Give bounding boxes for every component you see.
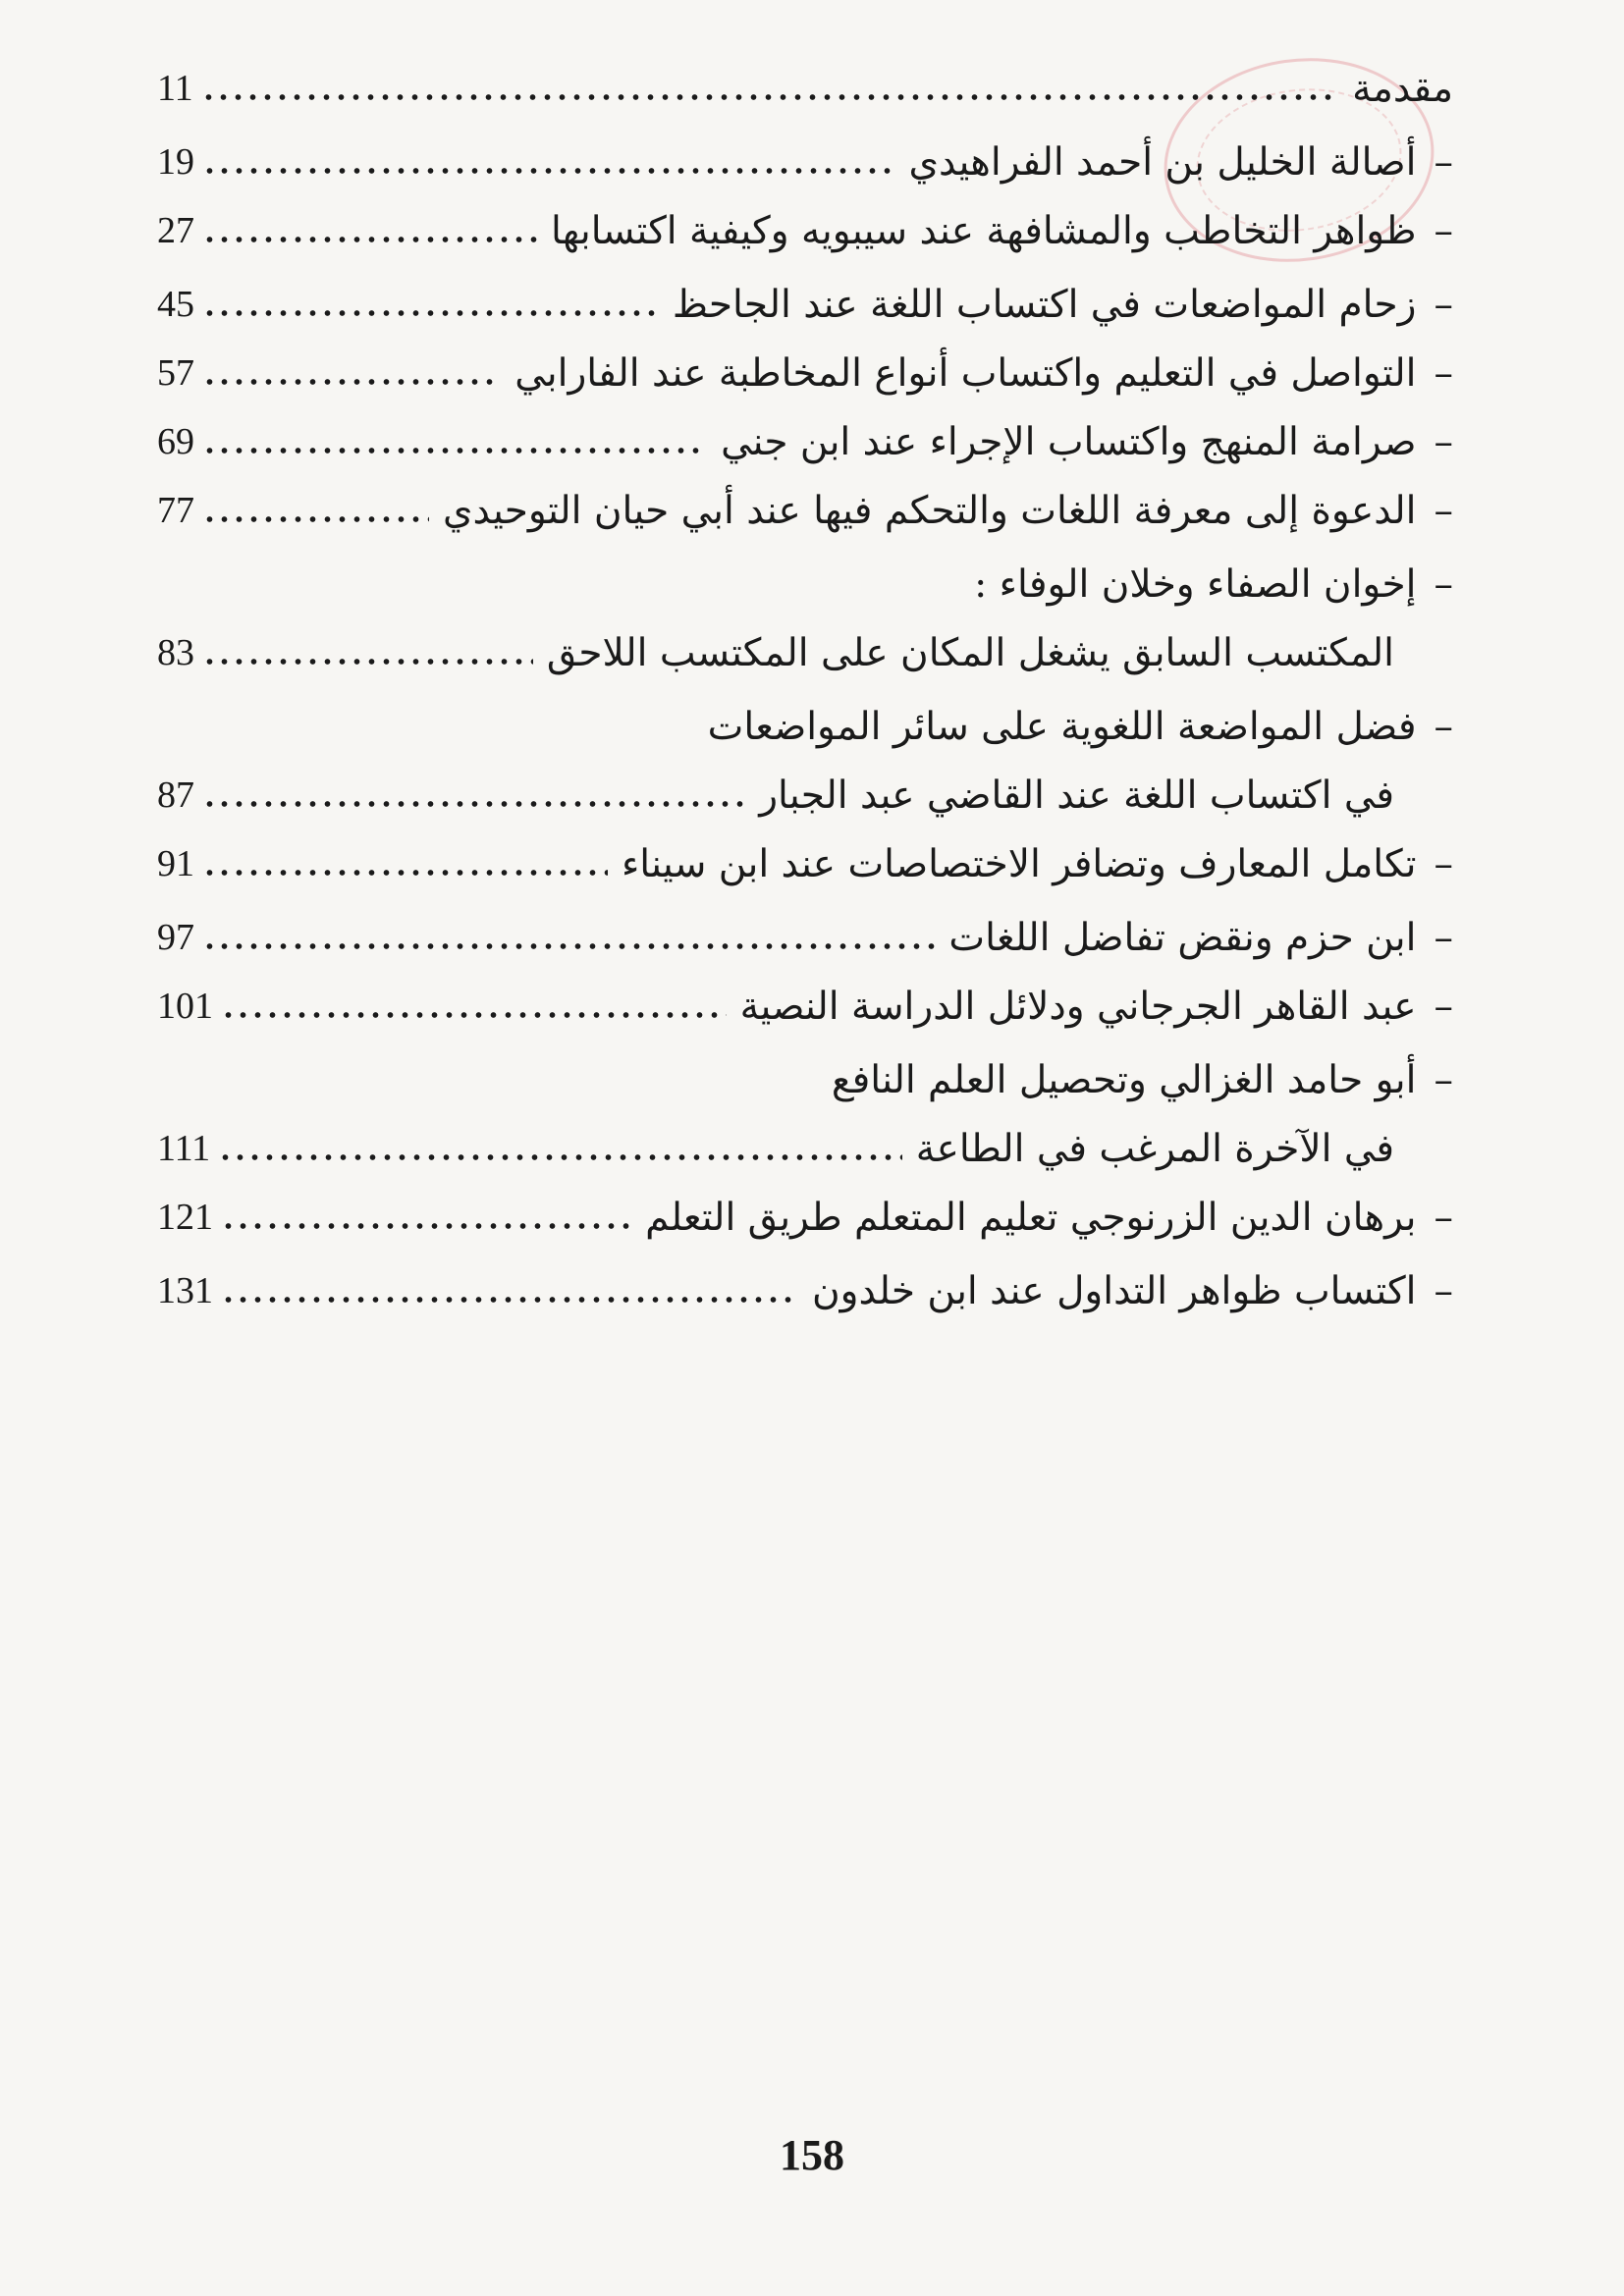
entry-title: إخوان الصفاء وخلان الوفاء : xyxy=(974,561,1417,607)
dot-leader xyxy=(202,167,895,175)
entry-page-number: 45 xyxy=(157,284,194,325)
entry-dash: – xyxy=(1434,1268,1453,1313)
entry-dash: – xyxy=(1434,1195,1453,1240)
entry-title: في الآخرة المرغب في الطاعة xyxy=(915,1126,1394,1171)
entry-title: تكامل المعارف وتضافر الاختصاصات عند ابن سيناء xyxy=(621,841,1417,886)
toc-entry xyxy=(157,123,1453,201)
entry-title: ظواهر التخاطب والمشافهة عند سيبويه وكيفية اكتسابها xyxy=(551,208,1417,253)
dot-leader xyxy=(221,1011,727,1019)
entry-title: التواصل في التعليم واكتساب أنواع المخاطبة عند الفارابي xyxy=(514,350,1417,396)
toc-entry xyxy=(157,1252,1453,1330)
toc-entry xyxy=(157,756,1453,834)
dot-leader xyxy=(221,1296,798,1304)
entry-page-number: 97 xyxy=(157,917,194,958)
dot-leader xyxy=(201,93,1339,101)
entry-page-number: 121 xyxy=(157,1197,213,1238)
entry-title: صرامة المنهج واكتساب الإجراء عند ابن جني xyxy=(721,419,1417,464)
entry-dash: – xyxy=(1434,282,1453,327)
entry-title: ابن حزم ونقض تفاضل اللغات xyxy=(948,915,1417,960)
toc-entry xyxy=(157,1109,1453,1188)
toc-entry xyxy=(157,1178,1453,1256)
toc-entry xyxy=(157,545,1453,623)
toc-entry xyxy=(157,49,1453,128)
entry-dash: – xyxy=(1434,488,1453,533)
entry-dash: – xyxy=(1434,208,1453,253)
entry-dash: – xyxy=(1434,139,1453,185)
toc-entry xyxy=(157,334,1453,412)
dot-leader xyxy=(202,869,608,877)
entry-dash: – xyxy=(1434,841,1453,886)
dot-leader xyxy=(202,658,533,666)
entry-page-number: 19 xyxy=(157,141,194,183)
toc-entry xyxy=(157,471,1453,550)
toc-entry xyxy=(157,1041,1453,1119)
dot-leader xyxy=(202,515,429,523)
entry-title: عبد القاهر الجرجاني ودلائل الدراسة النصية xyxy=(739,984,1417,1029)
toc-entry xyxy=(157,265,1453,344)
entry-title: زحام المواضعات في اكتساب اللغة عند الجاحظ xyxy=(672,282,1417,327)
entry-title: أصالة الخليل بن أحمد الفراهيدي xyxy=(908,139,1417,185)
entry-page-number: 27 xyxy=(157,210,194,251)
toc-entry xyxy=(157,967,1453,1045)
entry-title: مقدمة xyxy=(1352,66,1453,111)
entry-dash: – xyxy=(1434,1057,1453,1102)
dot-leader xyxy=(218,1153,902,1161)
dot-leader xyxy=(202,236,537,243)
toc-entry xyxy=(157,898,1453,977)
page-number: 158 xyxy=(780,2131,844,2179)
entry-page-number: 83 xyxy=(157,632,194,673)
toc-entry xyxy=(157,191,1453,270)
entry-page-number: 91 xyxy=(157,843,194,884)
entry-dash: – xyxy=(1434,915,1453,960)
entry-dash: – xyxy=(1434,561,1453,607)
toc-entry xyxy=(157,614,1453,692)
entry-title: اكتساب ظواهر التداول عند ابن خلدون xyxy=(812,1268,1417,1313)
toc-entry xyxy=(157,687,1453,766)
entry-title: فضل المواضعة اللغوية على سائر المواضعات xyxy=(707,704,1417,749)
toc-entry xyxy=(157,402,1453,481)
dot-leader xyxy=(202,800,745,808)
entry-dash: – xyxy=(1434,350,1453,396)
entry-page-number: 87 xyxy=(157,774,194,816)
entry-page-number: 131 xyxy=(157,1270,213,1311)
dot-leader xyxy=(202,378,501,386)
entry-title: برهان الدين الزرنوجي تعليم المتعلم طريق التعلم xyxy=(645,1195,1417,1240)
entry-dash: – xyxy=(1434,704,1453,749)
entry-title: في اكتساب اللغة عند القاضي عبد الجبار xyxy=(759,773,1394,818)
dot-leader xyxy=(202,942,935,950)
toc-entry xyxy=(157,825,1453,903)
entry-page-number: 111 xyxy=(157,1128,211,1169)
entry-title: المكتسب السابق يشغل المكان على المكتسب اللاحق xyxy=(546,630,1394,675)
entry-dash: – xyxy=(1434,419,1453,464)
entry-page-number: 77 xyxy=(157,490,194,531)
dot-leader xyxy=(221,1222,631,1230)
entry-page-number: 69 xyxy=(157,421,194,462)
entry-dash: – xyxy=(1434,984,1453,1029)
entry-page-number: 11 xyxy=(157,68,193,109)
entry-title: الدعوة إلى معرفة اللغات والتحكم فيها عند أبي حيان التوحيدي xyxy=(442,488,1417,533)
entry-page-number: 57 xyxy=(157,352,194,394)
entry-page-number: 101 xyxy=(157,986,213,1027)
dot-leader xyxy=(202,309,659,317)
entry-title: أبو حامد الغزالي وتحصيل العلم النافع xyxy=(831,1057,1417,1102)
dot-leader xyxy=(202,447,707,454)
